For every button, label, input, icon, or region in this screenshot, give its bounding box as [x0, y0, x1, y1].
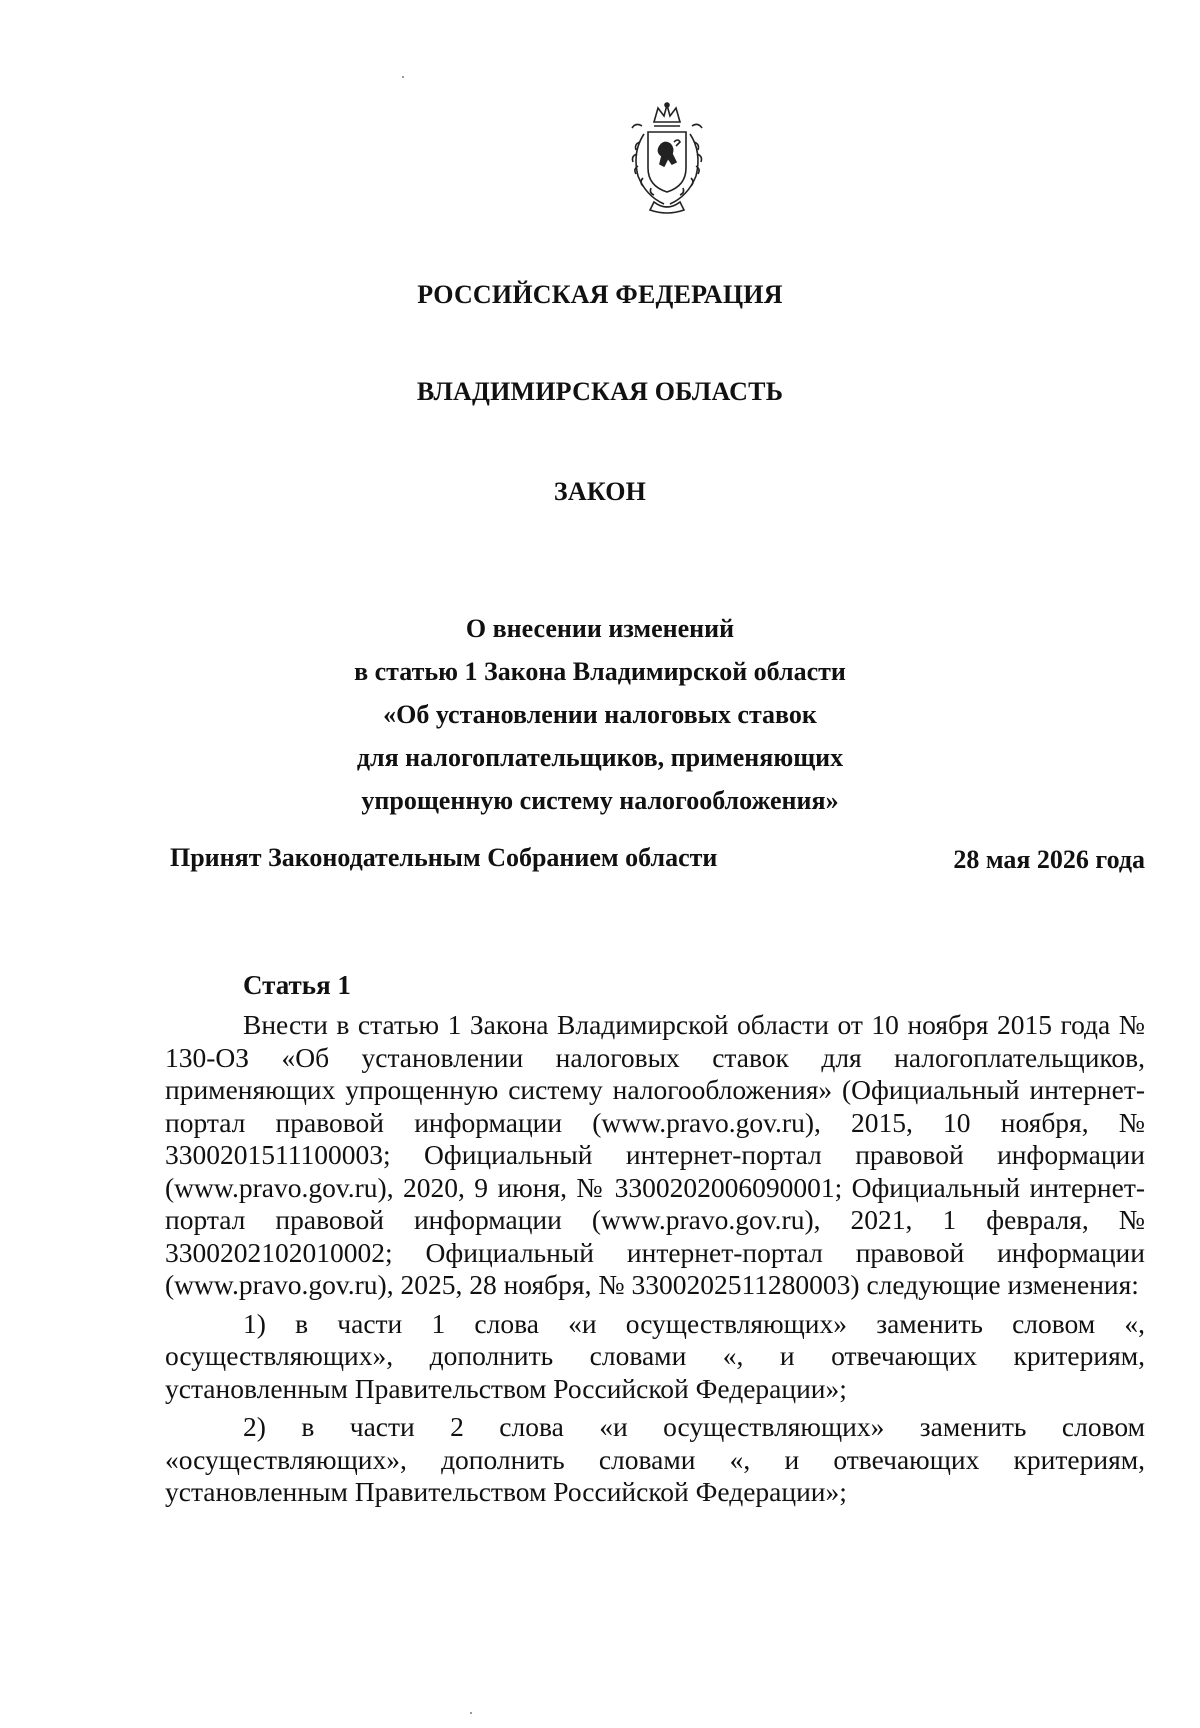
country-heading: РОССИЙСКАЯ ФЕДЕРАЦИЯ — [417, 280, 783, 309]
law-title-line: упрощенную систему налогообложения» — [361, 786, 839, 815]
article-paragraph: 1) в части 1 слова «и осуществляющих» заменить словом «, осуществляющих», дополнить словами «, и отвечающих критериям, установленным Правительством Российской Федерации»; — [165, 1307, 1145, 1404]
adoption-date: 28 мая 2026 года — [953, 845, 1145, 874]
law-title-line: О внесении изменений — [465, 614, 735, 643]
law-title-line: «Об установлении налоговых ставок — [383, 700, 817, 729]
article-heading: Статья 1 — [243, 970, 351, 1000]
article-body — [165, 1009, 1145, 1515]
adoption-statement: Принят Законодательным Собранием области — [170, 843, 718, 872]
law-title-line: для налогоплательщиков, применяющих — [356, 743, 844, 772]
document-type-heading: ЗАКОН — [553, 477, 647, 506]
region-heading: ВЛАДИМИРСКАЯ ОБЛАСТЬ — [416, 377, 784, 406]
scan-speck — [470, 1712, 472, 1714]
article-paragraph: Внести в статью 1 Закона Владимирской области от 10 ноября 2015 года № 130-ОЗ «Об установлении налоговых ставок для налогоплательщиков, применяющих упрощенную систему налогообложения» (Официальный интернет-портал правовой информации (www.pravo.gov.ru), 2015, 10 ноября, № 3300201511100003; Официальный интернет-портал правовой информации (www.pravo.gov.ru), 2020, 9 июня, № 3300202006090001; Официальный интернет-портал правовой информации (www.pravo.gov.ru), 2021, 1 февраля, № 3300202102010002; Официальный интернет-портал правовой информации (www.pravo.gov.ru), 2025, 28 ноября, № 3300202511280003) следующие изменения: — [165, 1009, 1145, 1300]
law-title-line: в статью 1 Закона Владимирской области — [354, 657, 846, 686]
scan-speck — [402, 76, 404, 78]
law-title — [0, 607, 1200, 822]
article-paragraph: 2) в части 2 слова «и осуществляющих» заменить словом «осуществляющих», дополнить словами «, и отвечающих критериям, установленным Правительством Российской Федерации»; — [165, 1411, 1145, 1507]
coat-of-arms-icon — [618, 102, 716, 216]
